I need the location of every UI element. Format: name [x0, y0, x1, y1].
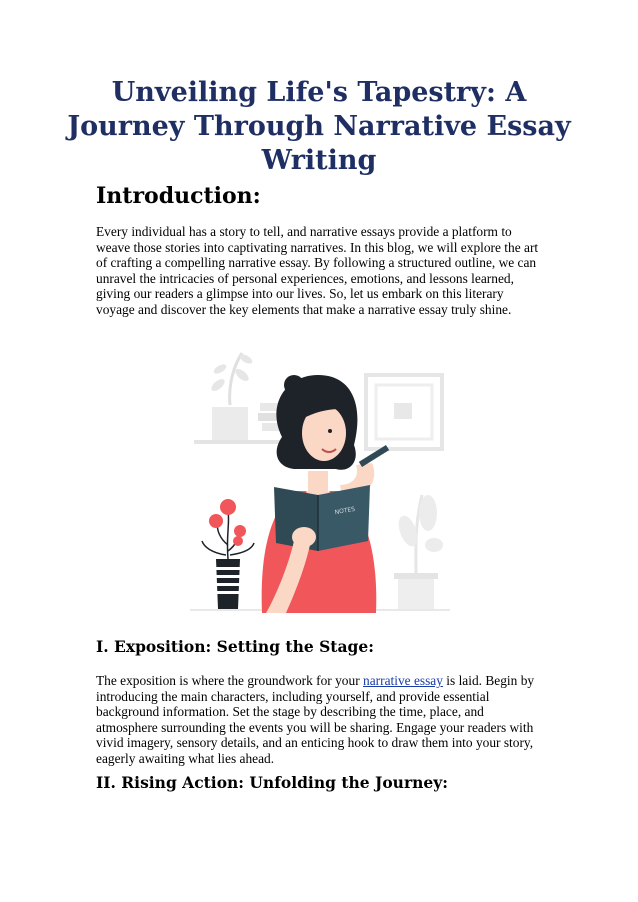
exposition-paragraph — [96, 673, 544, 767]
book-cover-label: NOTES — [334, 505, 356, 517]
exposition-text-start: The exposition is where the groundwork for your — [96, 673, 364, 688]
introduction-heading: Introduction: — [96, 183, 261, 209]
introduction-paragraph: Every individual has a story to tell, and narrative essays provide a platform to weave those stories into captivating narratives. In this blog, we will explore the art of crafting a compelling narrative essay. By following a structured outline, we can unravel the intricacies of personal experiences, emotions, and lessons learned, giving our readers a glimpse into our lives. So, let us embark on this literary voyage and discover the key elements that make a narrative essay truly shine. — [96, 224, 539, 317]
woman-reading-illustration — [190, 345, 450, 615]
section-exposition-heading: I. Exposition: Setting the Stage: — [96, 637, 374, 656]
exposition-text-end: is laid. Begin by introducing the main characters, including yourself, and provide essential background information. Set the stage by describing the time, place, and atmosphere surrounding the events you will be sharing. Engage your readers with vivid imagery, sensory details, and an enticing hook to draw them into your story, eagerly awaiting what lies ahead. — [96, 673, 535, 766]
page-title: Unveiling Life's Tapestry: A Journey Through Narrative Essay Writing — [67, 77, 571, 176]
section-rising-action-heading: II. Rising Action: Unfolding the Journey: — [96, 773, 448, 792]
narrative-essay-link[interactable]: narrative essay — [363, 673, 443, 688]
